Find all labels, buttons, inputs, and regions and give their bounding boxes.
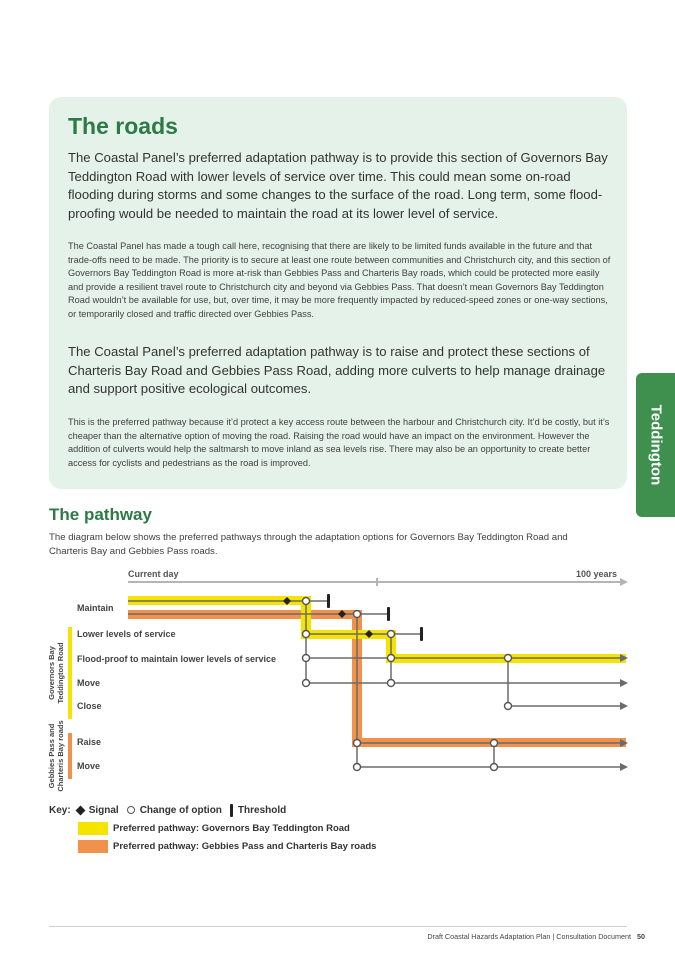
group-label-cb-line2: Charteris Bay roads — [56, 720, 65, 792]
key-threshold-label: Threshold — [237, 804, 287, 816]
side-tab-label: Teddington — [647, 404, 664, 486]
key-change-label: Change of option — [139, 804, 222, 816]
timeline-end-label: 100 years — [575, 569, 617, 579]
key-threshold — [230, 804, 286, 817]
key-change-of-option — [127, 805, 222, 816]
lead-paragraph-teddington: The Coastal Panel’s preferred adaptation pathway is to provide this section of Governors Bay Teddington Road with lower levels of service over time. This could mean some on-road flooding during storms and some changes to the surface of the road. Long term, some flood-proofing would be needed to maintain the road at its lower level of service. — [68, 150, 608, 221]
footer-text: Draft Coastal Hazards Adaptation Plan | Consultation Document — [427, 932, 631, 941]
threshold-icon — [230, 804, 233, 817]
body-paragraph-teddington: The Coastal Panel has made a tough call here, recognising that there are likely to be limited funds available in the future and that trade-offs need to be made. The priority is to secure at least one route between communities and Christchurch city, and this section of Governors Bay Teddington Road is more at-risk than Gebbies Pass and Charteris Bay roads, which could be protected more easily and provide a resilient travel route to Christchurch city and beyond via Gebbies Pass. That doesn’t mean Governors Bay Teddington Road wouldn’t be available for use, but, over time, it may be more frequently impacted by reduced-speed zones or one-way sections, or temporarily closed and traffic directed over Gebbies Pass. — [68, 241, 611, 319]
pathway-intro: The diagram below shows the preferred pathways through the adaptation options for Governors Bay Teddington Road and Charteris Bay and Gebbies Pass roads. — [49, 532, 568, 557]
group-label-charteris-bay — [47, 720, 65, 791]
pathway-title: The pathway — [49, 505, 152, 524]
option-label-maintain: Maintain — [77, 603, 114, 613]
timeline-start-label: Current day — [128, 569, 179, 579]
card-title: The roads — [68, 113, 178, 139]
body-paragraph-charteris: This is the preferred pathway because it’d protect a key access route between the harbour and Christchurch city. It’d be costly, but it’s cheaper than the alternative option of moving the road. Raising the road would have an impact on the environment. However the addition of culverts would help the saltmarsh to move inland as sea levels rise. There may also be an opportunity to create better access for cyclists and pedestrians as the road is improved. — [68, 417, 610, 468]
legend-swatch-yellow — [78, 822, 108, 835]
group-label-gb-line2: Teddington Road — [56, 642, 65, 704]
legend-label-governors-bay: Preferred pathway: Governors Bay Teddington Road — [113, 822, 350, 834]
page-footer — [427, 932, 645, 941]
lead-paragraph-charteris: The Coastal Panel’s preferred adaptation pathway is to raise and protect these sections of Charteris Bay Road and Gebbies Pass Road, adding more culverts to help manage drainage and support positive ecological outcomes. — [68, 344, 606, 396]
option-label-close: Close — [77, 701, 102, 711]
diagram-key — [49, 803, 294, 817]
key-signal — [77, 805, 119, 816]
option-label-flood-proof: Flood-proof to maintain lower levels of service — [77, 654, 277, 664]
key-signal-label: Signal — [88, 804, 119, 816]
legend-governors-bay — [78, 821, 350, 835]
group-label-governors-bay — [47, 642, 65, 704]
option-label-move-cb: Move — [77, 761, 101, 771]
change-of-option-icon — [127, 806, 135, 814]
option-label-move-gb: Move — [77, 678, 101, 688]
group-bracket-governors-bay — [68, 627, 72, 719]
group-bracket-charteris-bay — [68, 733, 72, 779]
legend-charteris-bay — [78, 839, 376, 853]
legend-label-charteris-bay: Preferred pathway: Gebbies Pass and Charteris Bay roads — [113, 840, 377, 852]
group-label-gb-line1: Governors Bay — [47, 646, 56, 700]
group-label-cb-line1: Gebbies Pass and — [47, 723, 56, 789]
timeline-arrow — [620, 578, 628, 586]
option-label-raise: Raise — [77, 737, 102, 747]
legend-swatch-orange — [78, 840, 108, 853]
footer-divider — [49, 926, 627, 927]
key-label: Key: — [49, 804, 71, 816]
preferred-pathway-governors-bay — [128, 596, 626, 663]
option-label-lower-service: Lower levels of service — [77, 629, 176, 639]
signal-icon — [75, 805, 85, 815]
pathway-arrowheads — [620, 654, 628, 771]
page-number: 50 — [637, 932, 645, 941]
